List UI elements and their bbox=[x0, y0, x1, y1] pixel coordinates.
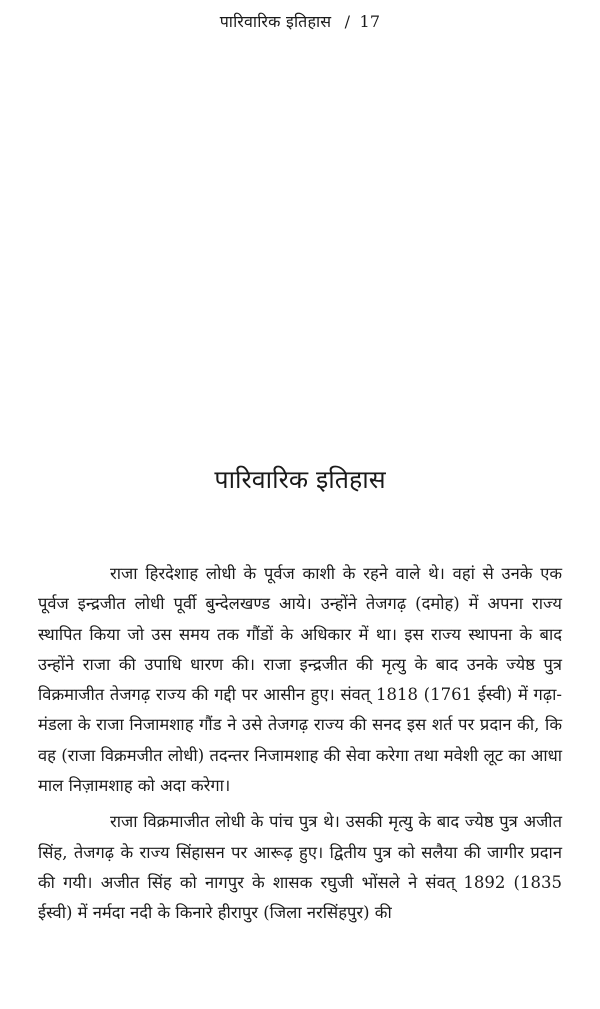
header-separator: / bbox=[344, 12, 351, 31]
chapter-title: पारिवारिक इतिहास bbox=[214, 465, 386, 494]
paragraph-1: राजा हिरदेशाह लोधी के पूर्वज काशी के रहने वाले थे। वहां से उनके एक पूर्वज इन्द्रजीत लोधी पूर्वी बुन्देलखण्ड आये। उन्होंने तेजगढ़ (दमोह) में अपना राज्य स्थापित किया जो उस समय तक गौंडों के अधिकार में था। इस राज्य स्थापना के बाद उन्होंने राजा की उपाधि धारण की। राजा इन्द्रजीत की मृत्यु के बाद उनके ज्येष्ठ पुत्र विक्रमाजीत तेजगढ़ राज्य की गद्दी पर आसीन हुए। संवत् 1818 (1761 ईस्वी) में गढ़ा-मंडला के राजा निजामशाह गौंड ने उसे तेजगढ़ राज्य की सनद इस शर्त पर प्रदान की, कि वह (राजा विक्रमजीत लोधी) तदन्तर निजामशाह की सेवा करेगा तथा मवेशी लूट का आधा माल निज़ामशाह को अदा करेगा। bbox=[38, 564, 562, 796]
running-header bbox=[0, 10, 600, 32]
page-number: 17 bbox=[359, 12, 381, 31]
paragraph-2: राजा विक्रमाजीत लोधी के पांच पुत्र थे। उसकी मृत्यु के बाद ज्येष्ठ पुत्र अजीत सिंह, तेजगढ़ के राज्य सिंहासन पर आरूढ़ हुए। द्वितीय पुत्र को सलैया की जागीर प्रदान की गयी। अजीत सिंह को नागपुर के शासक रघुजी भोंसले ने संवत् 1892 (1835 ईस्वी) में नर्मदा नदी के किनारे हीरापुर (जिला नरसिंहपुर) की bbox=[38, 812, 562, 923]
running-title: पारिवारिक इतिहास bbox=[219, 12, 332, 31]
body-text bbox=[38, 559, 562, 929]
